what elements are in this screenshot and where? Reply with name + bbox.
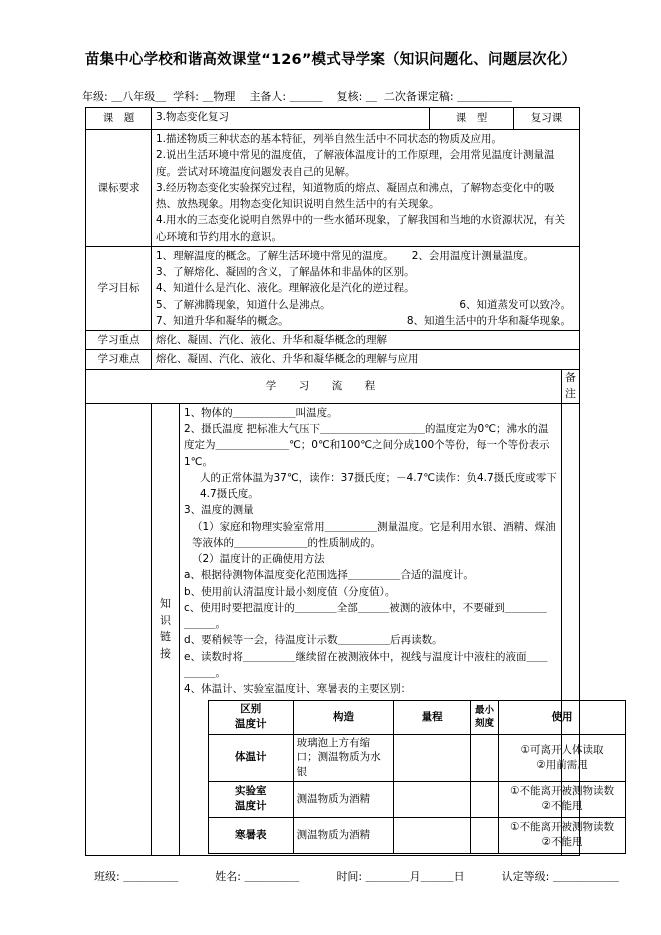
compare-name: 寒暑表: [209, 817, 294, 853]
footer: [94, 868, 619, 884]
preparer-label: 主备人:: [249, 90, 287, 103]
goal-line: [156, 248, 575, 264]
curriculum-item: 2.说出生活环境中常见的温度值，了解液体温度计的工作原理，会用常见温度计测量温度。尝试对环境温度问题发表自己的见解。: [156, 149, 555, 178]
time-label: 时间:: [336, 870, 363, 883]
goal-line: [156, 313, 575, 329]
compare-structure: 玻璃泡上方有缩口；测温物质为水银: [293, 734, 394, 781]
grade-label: 年级:: [82, 90, 108, 103]
page-title: 苗集中心学校和谐高效课堂“126”模式导学案（知识问题化、问题层次化）: [84, 52, 577, 68]
reviewer-value: ＿: [365, 90, 377, 103]
knowledge-line: e、读数时将＿＿＿＿＿继续留在被测液体中，视线与温度计中液柱的液面＿＿＿＿＿。: [184, 650, 548, 679]
note-label: [562, 369, 580, 403]
curriculum-item: 1.描述物质三种状态的基本特征，列举自然生活中不同状态的物质及应用。: [156, 133, 503, 145]
knowledge-label: [152, 403, 180, 855]
knowledge-line: b、使用前认清温度计最小刻度值（分度值）。: [184, 585, 396, 598]
key-points-label: 学习重点: [86, 331, 152, 350]
compare-structure: 测温物质为酒精: [293, 781, 394, 817]
knowledge-line: （2）温度计的正确使用方法: [192, 553, 325, 566]
curriculum-row: [86, 130, 580, 247]
difficult-points-label: 学习难点: [86, 350, 152, 369]
compare-use: ①不能离开被测物读数 ②不能甩: [499, 817, 626, 853]
knowledge-line: c、使用时要把温度计的＿＿＿＿全部＿＿＿被测的液体中，不要碰到＿＿＿＿＿＿＿。: [184, 601, 547, 631]
curriculum-label: 课标要求: [86, 130, 152, 247]
grade-value: ＿八年级＿: [111, 90, 167, 103]
knowledge-line: 1、物体的＿＿＿＿＿＿叫温度。: [184, 406, 338, 419]
type-value: 复习课: [514, 108, 580, 130]
topic-row: [86, 108, 580, 130]
compare-use: ①可离开人体读取 ②用前需甩: [499, 734, 626, 781]
flow-label: 学 习 流 程: [86, 369, 562, 403]
compare-row: [209, 781, 626, 817]
knowledge-line: 人的正常体温为37℃，读作：37摄氏度；－4.7℃读作：负4.7摄氏度或零下4.7摄氏度。: [200, 471, 557, 501]
compare-header: 量程: [394, 700, 471, 734]
compare-header: 最小 刻度: [470, 700, 498, 734]
compare-row: [209, 817, 626, 853]
goal-item: 1、理解温度的概念。了解生活环境中常见的温度。: [156, 249, 394, 262]
note-label-text: 备注: [565, 370, 576, 401]
topic-value: 3.物态变化复习: [152, 108, 430, 130]
key-points-value: 熔化、凝固、汽化、液化、升华和凝华概念的理解: [152, 331, 580, 350]
knowledge-line: a、根据待测物体温度变化范围选择＿＿＿＿＿合适的温度计。: [184, 569, 474, 582]
goal-item: 8、知道生活中的升华和凝华现象。: [406, 314, 571, 327]
subject-value: ＿物理: [202, 90, 236, 103]
knowledge-line: 3、温度的测量: [184, 504, 254, 517]
compare-min: [470, 817, 498, 853]
level-value: ＿＿＿＿＿＿: [552, 870, 619, 883]
knowledge-row: [86, 403, 580, 855]
header-meta: [82, 88, 512, 104]
difficult-points-value: 熔化、凝固、汽化、液化、升华和凝华概念的理解与应用: [152, 350, 580, 369]
curriculum-item: 3.经历物态变化实验探究过程，知道物质的熔点、凝固点和沸点，了解物态变化中的吸热、放热现象。用物态变化知识说明自然生活中的有关现象。: [156, 181, 555, 211]
key-points-row: [86, 331, 580, 350]
goal-item: 6、知道蒸发可以致冷。: [459, 298, 571, 311]
goals-content: [152, 246, 580, 330]
knowledge-content: [180, 403, 614, 855]
goal-item: 2、会用温度计测量温度。: [411, 249, 534, 262]
goal-item: 7、知道升华和凝华的概念。: [156, 314, 289, 327]
compare-header: 构造: [293, 700, 394, 734]
knowledge-line: 2、摄氏温度 把标准大气压下＿＿＿＿＿＿＿＿＿＿的温度定为0℃；沸水的温度定为＿＿＿＿＿＿＿℃；0℃和100℃之间分成100个等份，每一个等份表示1℃。: [184, 422, 550, 468]
difficult-points-row: [86, 350, 580, 369]
knowledge-line: （1）家庭和物理实验室常用＿＿＿＿＿测量温度。它是利用水银、酒精、煤油等液体的＿＿＿＿＿＿＿的性质制成的。: [192, 520, 556, 549]
goal-line: [156, 280, 575, 296]
topic-label: 课 题: [86, 108, 152, 130]
flow-row: [86, 369, 580, 403]
goal-line: [156, 297, 575, 313]
time-value: ＿＿＿＿月＿＿＿日: [365, 870, 465, 883]
name-label: 姓名:: [215, 870, 241, 883]
compare-range: [394, 817, 471, 853]
reviewer-label: 复核:: [336, 90, 363, 103]
knowledge-line: d、要稍候等一会，待温度计示数＿＿＿＿＿后再读数。: [184, 634, 443, 647]
goals-label: 学习目标: [86, 246, 152, 330]
goals-row: [86, 246, 580, 330]
knowledge-line: 4、体温计、实验室温度计、寒暑表的主要区别：: [184, 683, 412, 696]
goal-item: 5、了解沸腾现象，知道什么是沸点。: [156, 298, 331, 311]
compare-structure: 测温物质为酒精: [293, 817, 394, 853]
compare-min: [470, 781, 498, 817]
goal-item: 3、了解熔化、凝固的含义，了解晶体和非晶体的区别。: [156, 266, 415, 279]
lesson-plan-table: [85, 107, 614, 856]
class-value: ＿＿＿＿＿: [123, 870, 179, 883]
type-label: 课 型: [430, 108, 514, 130]
curriculum-content: [152, 130, 580, 247]
compare-range: [394, 734, 471, 781]
goal-item: 4、知道什么是汽化、液化。理解液化是汽化的逆过程。: [156, 282, 415, 295]
second-prep-label: 二次备课定稿:: [383, 90, 454, 103]
compare-header: 使用: [499, 700, 626, 734]
preparer-value: ＿＿＿: [289, 90, 323, 103]
curriculum-item: 4.用水的三态变化说明自然界中的一些水循环现象，了解我国和当地的水资源状况，有关心环境和节约用水的意识。: [156, 214, 566, 243]
compare-header: 区别 温度计: [209, 700, 294, 734]
compare-range: [394, 781, 471, 817]
compare-name: 体温计: [209, 734, 294, 781]
compare-min: [470, 734, 498, 781]
knowledge-label-text: 知识链接: [160, 597, 171, 660]
level-label: 认定等级:: [501, 870, 550, 883]
compare-name: 实验室 温度计: [209, 781, 294, 817]
second-prep-value: ＿＿＿＿＿: [457, 90, 513, 103]
goal-line: [156, 264, 575, 280]
knowledge-left-blank: [86, 403, 152, 855]
class-label: 班级:: [94, 870, 120, 883]
name-value: ＿＿＿＿＿: [244, 870, 300, 883]
compare-use: ①不能离开被测物读数 ②不能甩: [499, 781, 626, 817]
subject-label: 学科:: [173, 90, 199, 103]
